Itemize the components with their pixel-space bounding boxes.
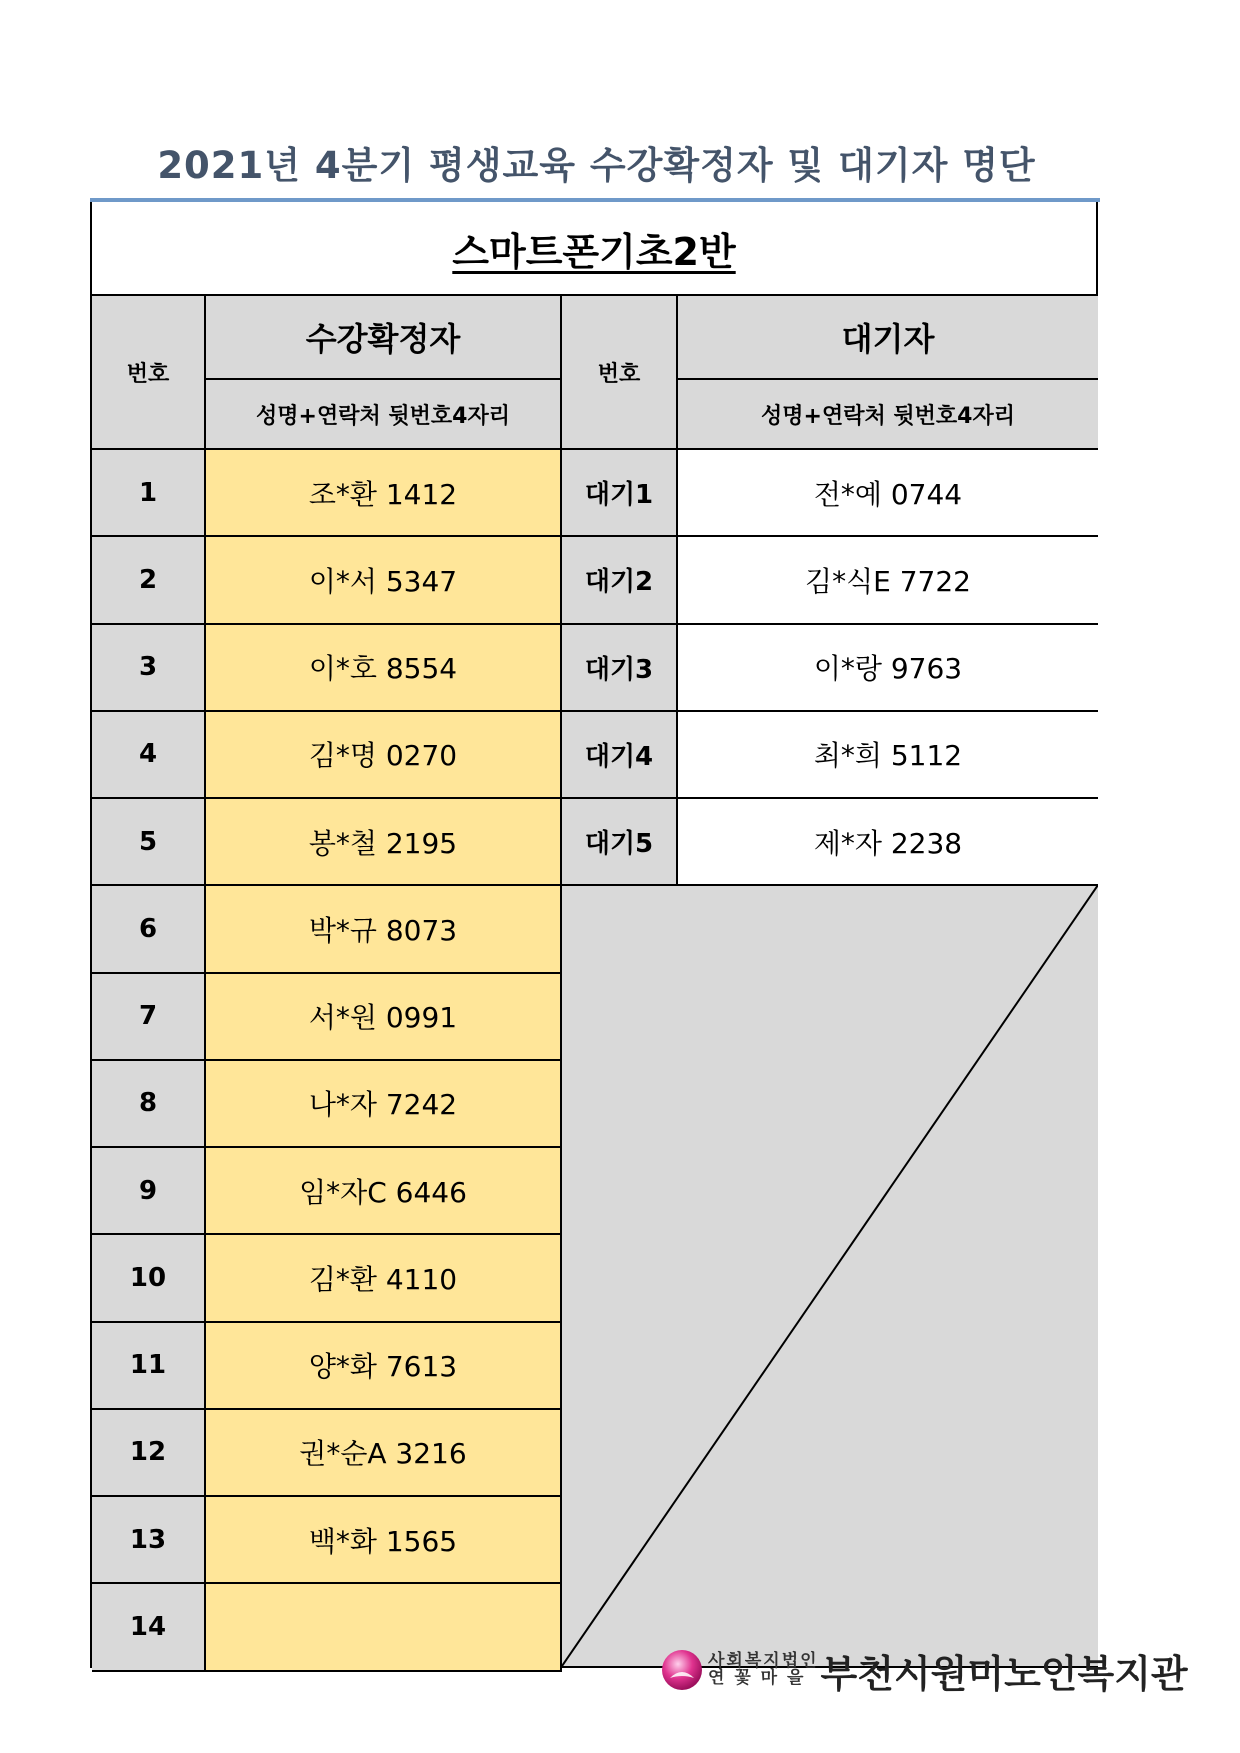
confirmed-name-cell: 이*서 5347 bbox=[206, 537, 562, 624]
waiting-name-cell: 김*식E 7722 bbox=[678, 537, 1098, 624]
confirmed-name-cell: 조*환 1412 bbox=[206, 450, 562, 537]
confirmed-name-cell: 서*원 0991 bbox=[206, 974, 562, 1061]
confirmed-name-cell: 나*자 7242 bbox=[206, 1061, 562, 1148]
waiting-name-cell: 제*자 2238 bbox=[678, 799, 1098, 886]
confirmed-number-cell: 2 bbox=[92, 537, 206, 624]
organization-logo bbox=[660, 1642, 1188, 1698]
confirmed-number-cell: 4 bbox=[92, 712, 206, 799]
confirmed-number-cell: 9 bbox=[92, 1148, 206, 1235]
confirmed-number-cell: 11 bbox=[92, 1323, 206, 1410]
header-waiting: 대기자 bbox=[678, 294, 1098, 380]
org-name: 부천시원미노인복지관 bbox=[820, 1650, 1188, 1696]
confirmed-number-cell: 3 bbox=[92, 625, 206, 712]
confirmed-name-cell: 이*호 8554 bbox=[206, 625, 562, 712]
confirmed-name-cell: 박*규 8073 bbox=[206, 886, 562, 973]
waiting-name-cell: 전*예 0744 bbox=[678, 450, 1098, 537]
confirmed-number-cell: 5 bbox=[92, 799, 206, 886]
confirmed-number-cell: 6 bbox=[92, 886, 206, 973]
confirmed-name-cell: 백*화 1565 bbox=[206, 1497, 562, 1584]
confirmed-name-cell: 권*순A 3216 bbox=[206, 1410, 562, 1497]
header-confirmed-sub: 성명+연락처 뒷번호4자리 bbox=[206, 380, 562, 450]
confirmed-name-cell: 임*자C 6446 bbox=[206, 1148, 562, 1235]
waiting-number-cell: 대기5 bbox=[562, 799, 678, 886]
waiting-number-cell: 대기2 bbox=[562, 537, 678, 624]
waiting-number-cell: 대기4 bbox=[562, 712, 678, 799]
confirmed-number-cell: 12 bbox=[92, 1410, 206, 1497]
confirmed-number-cell: 8 bbox=[92, 1061, 206, 1148]
confirmed-name-cell bbox=[206, 1584, 562, 1671]
waiting-name-cell: 최*희 5112 bbox=[678, 712, 1098, 799]
confirmed-number-cell: 10 bbox=[92, 1235, 206, 1322]
confirmed-name-cell: 양*화 7613 bbox=[206, 1323, 562, 1410]
header-number-confirmed: 번호 bbox=[92, 294, 206, 450]
header-waiting-sub: 성명+연락처 뒷번호4자리 bbox=[678, 380, 1098, 450]
header-confirmed: 수강확정자 bbox=[206, 294, 562, 380]
confirmed-name-cell: 봉*철 2195 bbox=[206, 799, 562, 886]
waiting-name-cell: 이*랑 9763 bbox=[678, 625, 1098, 712]
class-name: 스마트폰기초2반 bbox=[452, 229, 736, 274]
confirmed-number-cell: 13 bbox=[92, 1497, 206, 1584]
confirmed-name-cell: 김*명 0270 bbox=[206, 712, 562, 799]
org-parent: 연 꽃 마 을 bbox=[708, 1668, 806, 1688]
empty-diagonal-area bbox=[562, 885, 1098, 1666]
org-type: 사회복지법인 bbox=[708, 1651, 819, 1671]
lotus-logo-icon bbox=[660, 1648, 704, 1692]
confirmed-number-cell: 14 bbox=[92, 1584, 206, 1671]
header-number-waiting: 번호 bbox=[562, 294, 678, 450]
confirmed-number-cell: 7 bbox=[92, 974, 206, 1061]
confirmed-name-cell: 김*환 4110 bbox=[206, 1235, 562, 1322]
confirmed-number-cell: 1 bbox=[92, 450, 206, 537]
waiting-number-cell: 대기1 bbox=[562, 450, 678, 537]
document-title: 2021년 4분기 평생교육 수강확정자 및 대기자 명단 bbox=[157, 144, 1036, 187]
roster-table bbox=[90, 202, 1098, 1671]
waiting-number-cell: 대기3 bbox=[562, 625, 678, 712]
